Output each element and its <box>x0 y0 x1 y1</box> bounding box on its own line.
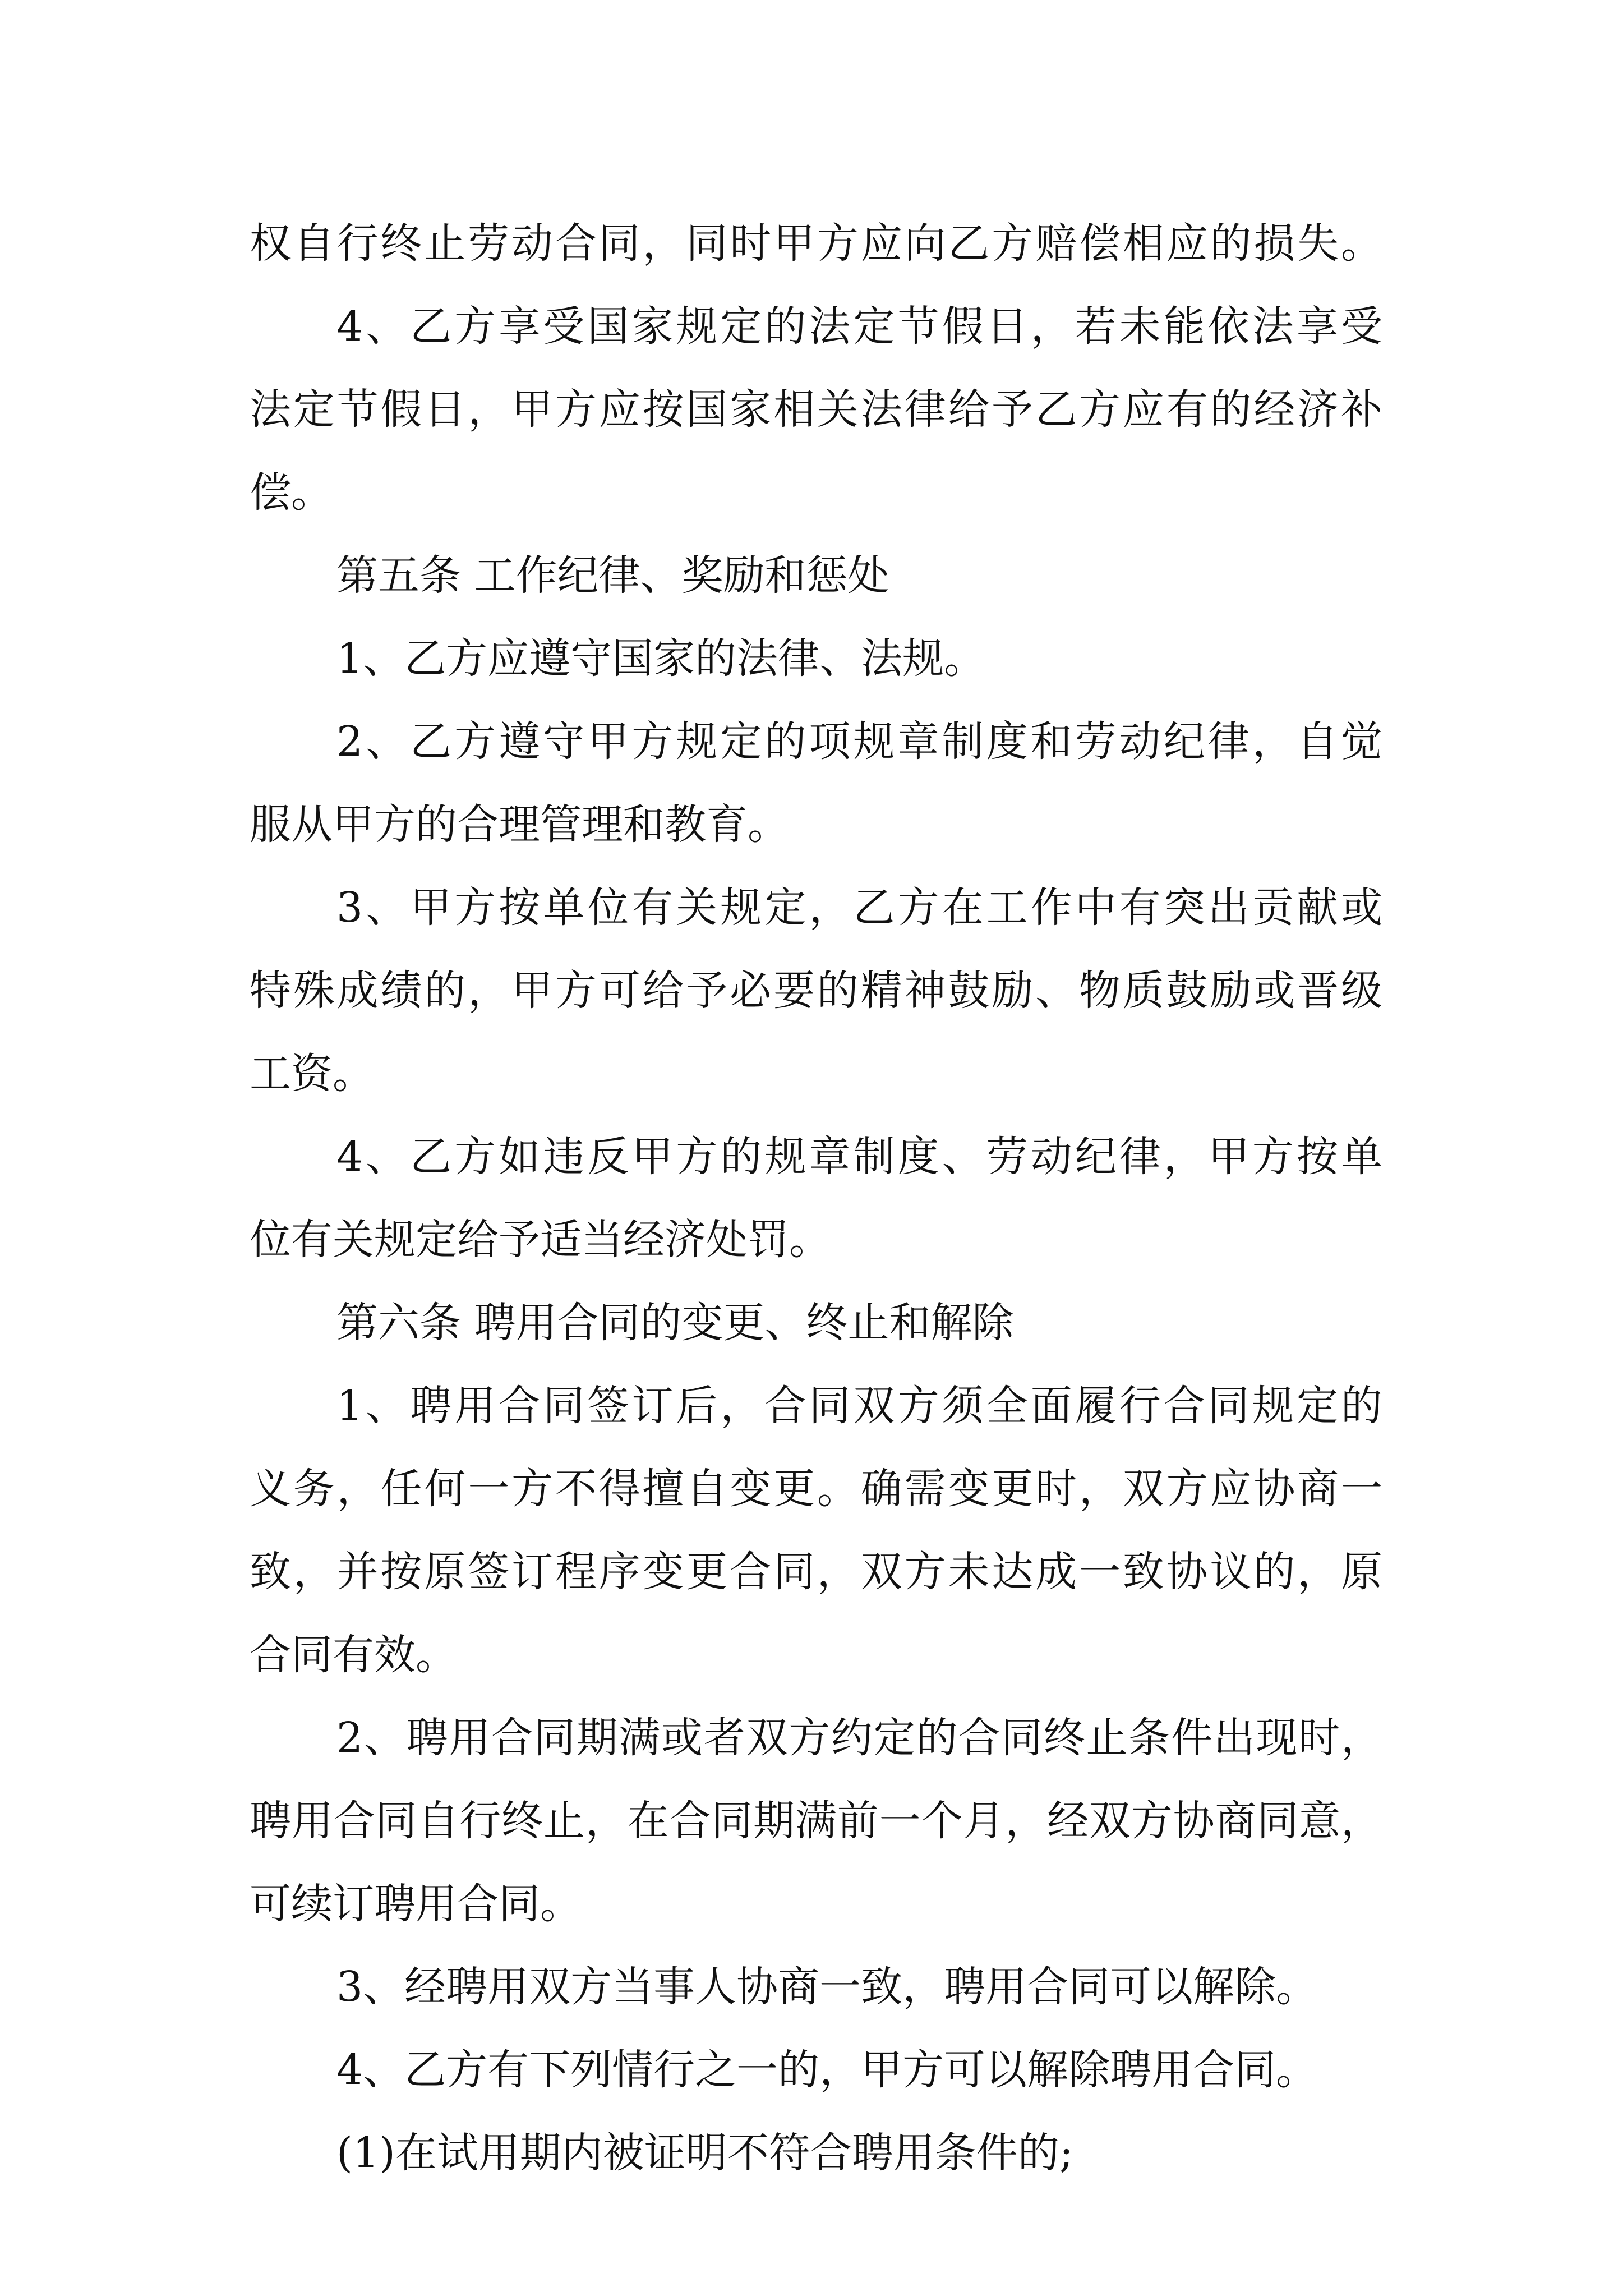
section-heading: 第六条 聘用合同的变更、终止和解除 <box>336 1299 1014 1347</box>
text-line: 权自行终止劳动合同，同时甲方应向乙方赔偿相应的损失。 <box>250 219 1382 268</box>
text-line: 合同有效。 <box>250 1631 457 1679</box>
text-line: 3、经聘用双方当事人协商一致，聘用合同可以解除。 <box>336 1963 1318 2011</box>
document-body <box>250 202 1382 2194</box>
text-line: (1)在试用期内被证明不符合聘用条件的; <box>336 2129 1073 2177</box>
text-line: 4、乙方有下列情行之一的，甲方可以解除聘用合同。 <box>336 2046 1318 2094</box>
text-line: 服从甲方的合理管理和教育。 <box>250 800 789 849</box>
text-line: 偿。 <box>250 468 333 517</box>
text-line: 2、聘用合同期满或者双方约定的合同终止条件出现时， <box>336 1714 1382 1762</box>
text-line: 义务，任何一方不得擅自变更。确需变更时，双方应协商一 <box>250 1465 1382 1513</box>
text-line: 4、乙方如违反甲方的规章制度、劳动纪律，甲方按单 <box>336 1133 1382 1181</box>
text-line: 1、乙方应遵守国家的法律、法规。 <box>336 634 986 683</box>
text-line: 法定节假日，甲方应按国家相关法律给予乙方应有的经济补 <box>250 385 1382 434</box>
text-line: 聘用合同自行终止，在合同期满前一个月，经双方协商同意， <box>250 1797 1382 1845</box>
text-line: 3、甲方按单位有关规定，乙方在工作中有突出贡献或 <box>336 884 1382 932</box>
text-line: 可续订聘用合同。 <box>250 1880 582 1928</box>
text-line: 2、乙方遵守甲方规定的项规章制度和劳动纪律，自觉 <box>336 717 1382 766</box>
text-line: 工资。 <box>250 1050 374 1098</box>
text-line: 4、乙方享受国家规定的法定节假日，若未能依法享受 <box>336 302 1382 351</box>
text-line: 1、聘用合同签订后，合同双方须全面履行合同规定的 <box>336 1382 1382 1430</box>
text-line: 位有关规定给予适当经济处罚。 <box>250 1216 831 1264</box>
text-line: 特殊成绩的，甲方可给予必要的精神鼓励、物质鼓励或晋级 <box>250 967 1382 1015</box>
section-heading: 第五条 工作纪律、奖励和惩处 <box>336 551 889 600</box>
text-line: 致，并按原签订程序变更合同，双方未达成一致协议的，原 <box>250 1548 1382 1596</box>
